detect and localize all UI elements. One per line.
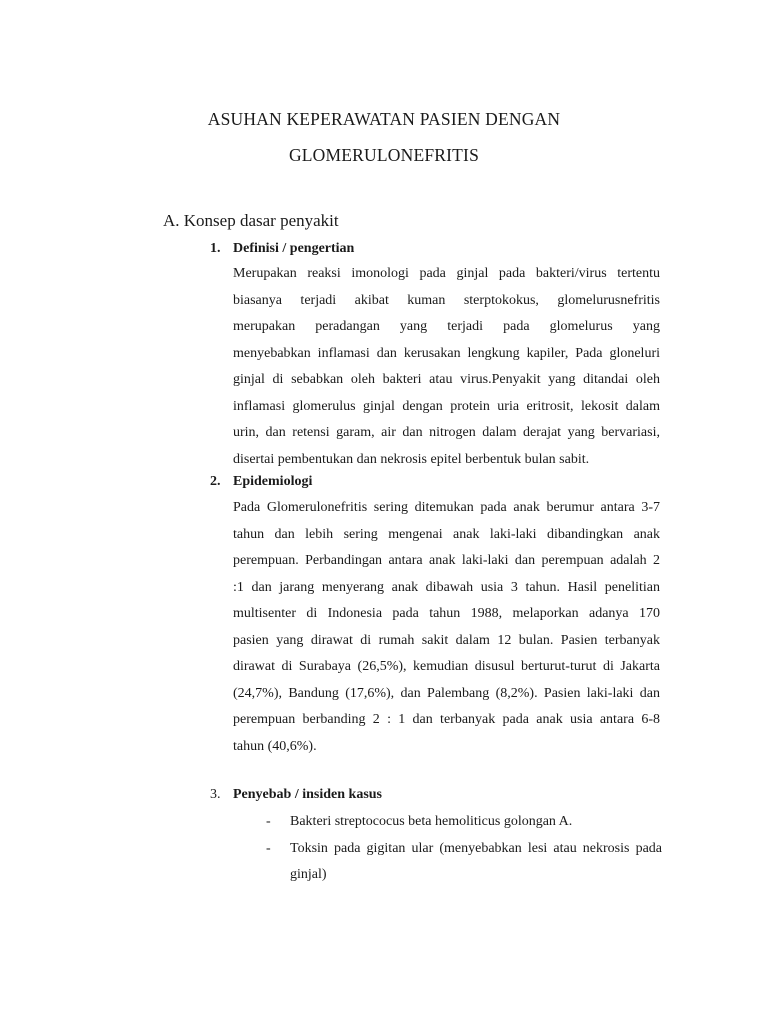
paragraph-line: ginjal di sebabkan oleh bakteri atau virus.Penyakit yang ditandai oleh bbox=[233, 372, 660, 387]
sub-heading-epidemiologi bbox=[210, 474, 312, 490]
section-a-heading: A. Konsep dasar penyakit bbox=[163, 211, 339, 230]
paragraph-line: pasien yang dirawat di rumah sakit dalam 12 bulan. Pasien terbanyak bbox=[233, 632, 660, 648]
bullet-dash: - bbox=[266, 814, 271, 829]
paragraph-line: Pada Glomerulonefritis sering ditemukan pada anak berumur antara 3-7 bbox=[233, 500, 660, 515]
paragraph-line: multisenter di Indonesia pada tahun 1988, melaporkan adanya 170 bbox=[233, 606, 660, 621]
document-title-line-1: ASUHAN KEPERAWATAN PASIEN DENGAN bbox=[207, 109, 561, 129]
bullet-text bbox=[290, 809, 662, 835]
paragraph-line: inflamasi glomerulus ginjal dengan protein uria eritrosit, lekosit dalam bbox=[233, 398, 660, 414]
sub-heading-label: Epidemiologi bbox=[233, 474, 313, 489]
paragraph-definisi bbox=[233, 261, 660, 473]
sub-heading-number: 1. bbox=[210, 241, 221, 256]
sub-heading-label: Definisi / pengertian bbox=[233, 241, 355, 256]
paragraph-line: perempuan. Perbandingan antara anak laki-laki dan perempuan adalah 2 bbox=[233, 553, 660, 568]
paragraph-line: urin, dan retensi garam, air dan nitrogen dalam derajat yang bervariasi, bbox=[233, 425, 660, 440]
paragraph-line: dirawat di Surabaya (26,5%), kemudian disusul berturut-turut di Jakarta bbox=[233, 659, 660, 674]
bullet-item bbox=[266, 836, 662, 882]
paragraph-epidemiologi bbox=[233, 495, 660, 760]
sub-heading-definisi bbox=[210, 241, 354, 257]
sub-heading-number: 3. bbox=[210, 787, 221, 802]
bullet-dash: - bbox=[266, 841, 271, 856]
paragraph-line: biasanya terjadi akibat kuman sterptokokus, glomelurusnefritis bbox=[233, 292, 660, 308]
paragraph-line: (24,7%), Bandung (17,6%), dan Palembang (8,2%). Pasien laki-laki dan bbox=[233, 685, 660, 701]
sub-heading-label: Penyebab / insiden kasus bbox=[233, 787, 382, 802]
bullet-line: Bakteri streptococus beta hemoliticus golongan A. bbox=[290, 814, 573, 829]
paragraph-line: disertai pembentukan dan nekrosis epitel berbentuk bulan sabit. bbox=[233, 451, 590, 467]
paragraph-line: merupakan peradangan yang terjadi pada glomelurus yang bbox=[233, 319, 660, 334]
bullet-line: Toksin pada gigitan ular (menyebabkan lesi atau nekrosis pada bbox=[290, 841, 662, 856]
paragraph-line: :1 dan jarang menyerang anak dibawah usia 3 tahun. Hasil penelitian bbox=[233, 579, 660, 595]
paragraph-line: Merupakan reaksi imonologi pada ginjal pada bakteri/virus tertentu bbox=[233, 266, 660, 281]
document-title-line-2: GLOMERULONEFRITIS bbox=[288, 145, 480, 165]
paragraph-line: perempuan berbanding 2 : 1 dan terbanyak pada anak usia antara 6-8 bbox=[233, 712, 660, 727]
paragraph-line: menyebabkan inflamasi dan kerusakan lengkung kapiler, Pada gloneluri bbox=[233, 345, 660, 361]
bullet-text bbox=[290, 836, 662, 888]
bullet-item bbox=[266, 809, 573, 835]
sub-heading-penyebab bbox=[210, 787, 382, 803]
paragraph-line: tahun (40,6%). bbox=[233, 738, 317, 754]
paragraph-line: tahun dan lebih sering mengenai anak laki-laki dibandingkan anak bbox=[233, 526, 660, 542]
bullet-line: ginjal) bbox=[290, 867, 327, 882]
sub-heading-number: 2. bbox=[210, 474, 221, 489]
